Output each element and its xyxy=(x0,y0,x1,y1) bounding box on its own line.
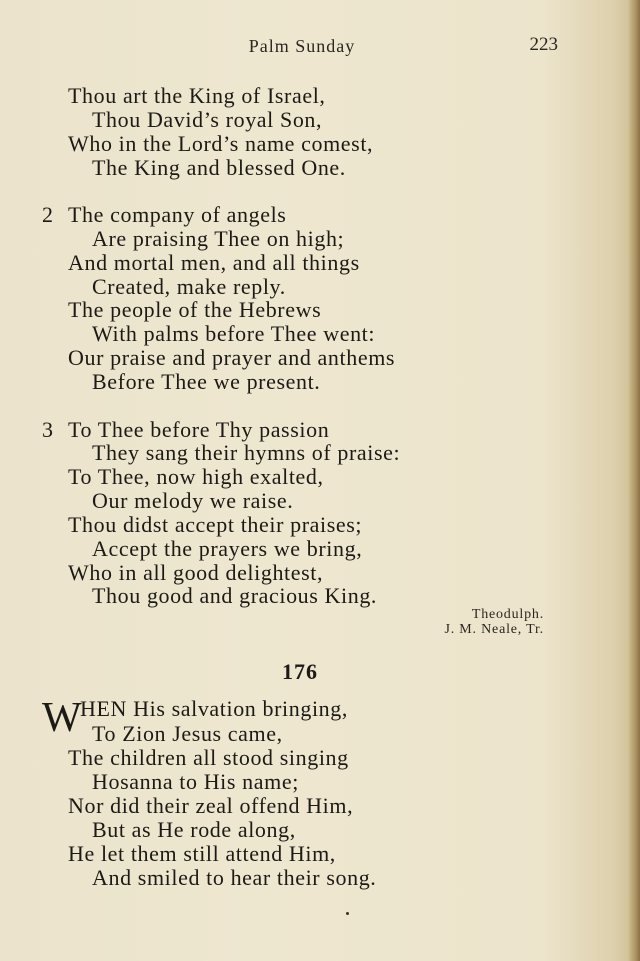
verse-line: HEN His salvation bringing, xyxy=(80,696,348,721)
verse-line: But as He rode along, xyxy=(92,817,296,842)
author-credit: Theodulph. xyxy=(471,607,544,622)
hymn-number: 176 xyxy=(282,659,318,684)
verse-line: Before Thee we present. xyxy=(92,369,321,394)
verse-line: Nor did their zeal offend Him, xyxy=(68,793,354,818)
verse-line: Thou art the King of Israel, xyxy=(68,83,326,108)
verse-line: Who in all good delightest, xyxy=(68,560,324,585)
verse-line: Our melody we raise. xyxy=(92,488,294,513)
verse-line: Thou David’s royal Son, xyxy=(92,107,323,132)
page-number: 223 xyxy=(529,34,558,55)
verse-line: They sang their hymns of praise: xyxy=(92,440,401,465)
verse-line: To Zion Jesus came, xyxy=(92,721,283,746)
verse-line: The people of the Hebrews xyxy=(68,297,322,322)
verse-line: Hosanna to His name; xyxy=(92,769,299,794)
verse-line: Are praising Thee on high; xyxy=(92,226,345,251)
ink-speck xyxy=(346,912,349,915)
verse-line: Created, make reply. xyxy=(92,274,286,299)
verse-line: And mortal men, and all things xyxy=(68,250,360,275)
verse-number: 2 xyxy=(42,202,53,227)
verse-line: The King and blessed One. xyxy=(92,155,346,180)
verse-line: Accept the prayers we bring, xyxy=(92,536,363,561)
verse-line: The company of angels xyxy=(68,202,287,227)
verse-line: To Thee before Thy passion xyxy=(68,417,330,442)
verse-number: 3 xyxy=(42,417,53,442)
verse-line: With palms before Thee went: xyxy=(92,321,376,346)
verse-line: Who in the Lord’s name comest, xyxy=(68,131,374,156)
verse-line: Thou good and gracious King. xyxy=(92,583,378,608)
verse-line: To Thee, now high exalted, xyxy=(68,464,324,489)
verse-line: The children all stood singing xyxy=(68,745,349,770)
verse-line: Our praise and prayer and anthems xyxy=(68,345,396,370)
verse-line: And smiled to hear their song. xyxy=(92,865,377,890)
verse-line: He let them still attend Him, xyxy=(68,841,336,866)
running-title: Palm Sunday xyxy=(248,36,356,56)
page-edge-shading xyxy=(628,0,640,961)
translator-credit: J. M. Neale, Tr. xyxy=(444,622,544,637)
drop-cap: W xyxy=(42,695,82,741)
verse-line: Thou didst accept their praises; xyxy=(68,512,363,537)
